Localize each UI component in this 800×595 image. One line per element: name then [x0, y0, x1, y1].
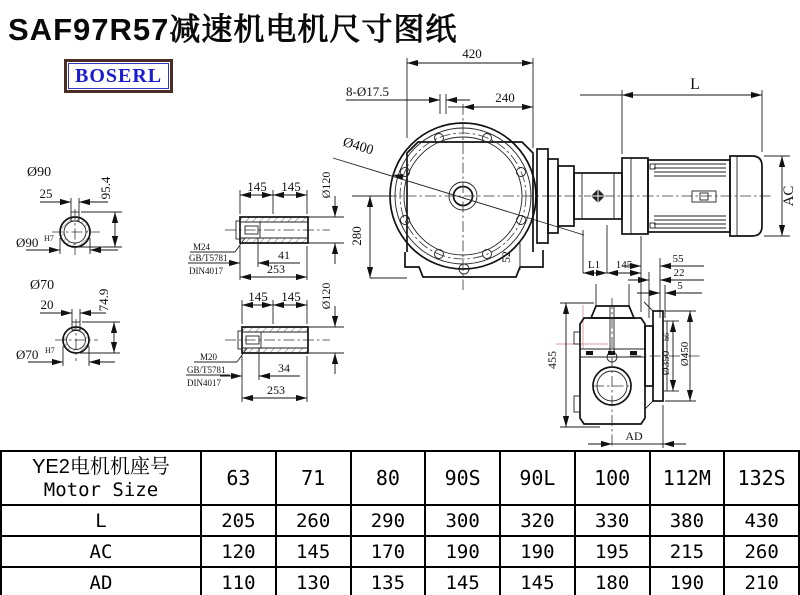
table-cell: 320 [500, 505, 575, 536]
table-cell: 300 [425, 505, 500, 536]
table-cell: 180 [575, 567, 650, 595]
table-cell: 260 [724, 536, 799, 567]
dim-section-b-label: Ø70 [30, 278, 55, 293]
table-cell: 135 [351, 567, 426, 595]
motor-size-col: 63 [201, 451, 276, 505]
dim-front-width: 420 [462, 46, 482, 61]
table-cell: 190 [650, 567, 725, 595]
dim-output-ad: AD [625, 429, 643, 443]
motor-size-col: 71 [276, 451, 351, 505]
dim-shaft-b-l1: 145 [248, 289, 268, 304]
row-label: AD [1, 567, 201, 595]
table-cell: 260 [276, 505, 351, 536]
view-hollow-shaft-a [188, 172, 344, 280]
dim-shaft-a-screw: 41 [278, 248, 290, 262]
table-row [1, 505, 799, 536]
dim-shaft-a-od: Ø120 [319, 171, 333, 199]
motor-size-col: 132S [724, 451, 799, 505]
page-title: SAF97R57减速机电机尺寸图纸 [8, 12, 458, 47]
table-header-cell [1, 451, 201, 505]
table-cell: 380 [650, 505, 725, 536]
dim-output-l1: L1 [587, 259, 601, 271]
dim-front-foot: 52 [499, 251, 513, 263]
dim-output-height: 455 [545, 351, 559, 369]
dim-motor-height: AC [781, 185, 797, 207]
view-front [333, 46, 584, 290]
row-label: AC [1, 536, 201, 567]
row-label: L [1, 505, 201, 536]
table-cell: 120 [201, 536, 276, 567]
dim-bore-a: Ø90 [16, 235, 39, 250]
view-bore-section-b [16, 278, 120, 366]
dim-shaft-b-od: Ø120 [319, 282, 333, 310]
table-header-en: Motor Size [43, 479, 159, 501]
table-cell: 145 [500, 567, 575, 595]
dim-shaft-a-total: 253 [267, 262, 285, 276]
dim-output-spigot: Ø350 [660, 350, 672, 376]
table-row [1, 451, 799, 505]
motor-dimension-table [0, 450, 800, 595]
dim-front-holes: 8-Ø17.5 [346, 84, 389, 99]
dim-keyway-a: 25 [39, 186, 53, 201]
table-cell: 190 [425, 536, 500, 567]
dim-motor-length: L [690, 76, 700, 93]
table-cell: 110 [201, 567, 276, 595]
table-cell: 145 [425, 567, 500, 595]
dim-shaft-b-l2: 145 [281, 289, 301, 304]
dim-height-a: 95.4 [98, 176, 113, 200]
table-cell: 145 [276, 536, 351, 567]
dim-height-b: 74.9 [96, 288, 111, 312]
dim-280-group [349, 196, 406, 278]
table-cell: 290 [351, 505, 426, 536]
dim-output-s2: 22 [673, 267, 685, 279]
table-cell: 430 [724, 505, 799, 536]
view-side-assembly [537, 76, 797, 243]
motor-size-col: 80 [351, 451, 426, 505]
dim-bore-b: Ø70 [16, 347, 39, 362]
dim-output-s1: 55 [672, 253, 684, 265]
dim-shaft-b-total: 253 [267, 383, 285, 397]
dim-section-a-label: Ø90 [27, 165, 52, 180]
dim-shaft-a-l2: 145 [281, 179, 301, 194]
dim-front-height: 280 [349, 226, 364, 246]
table-header-cn: YE2电机机座号 [32, 456, 170, 478]
label-shaft-a-std2: DIN4017 [189, 266, 223, 276]
dim-keyway-b: 20 [40, 297, 54, 312]
dim-output-len: 145 [615, 259, 633, 271]
dim-bore-b-tol: H7 [45, 346, 55, 355]
brand-logo-text: BOSERL [68, 63, 169, 89]
table-row [1, 567, 799, 595]
label-shaft-a-thread: M24 [193, 242, 211, 252]
table-cell: 190 [500, 536, 575, 567]
dim-front-od: Ø400 [340, 134, 376, 159]
motor-size-col: 100 [575, 451, 650, 505]
table-cell: 170 [351, 536, 426, 567]
motor-size-col: 112M [650, 451, 725, 505]
table-cell: 205 [201, 505, 276, 536]
table-cell: 130 [276, 567, 351, 595]
table-cell: 195 [575, 536, 650, 567]
view-bore-section-a [16, 165, 122, 255]
table-cell: 210 [724, 567, 799, 595]
label-shaft-a-std1: GB/T5781 [189, 253, 228, 263]
dim-front-halfwidth: 240 [495, 90, 515, 105]
motor-size-col: 90L [500, 451, 575, 505]
label-shaft-b-thread: M20 [200, 352, 218, 362]
label-shaft-b-std1: GB/T5781 [187, 365, 226, 375]
view-output-flange [545, 225, 704, 448]
dim-output-spigot-tol: h6 [662, 333, 671, 341]
table-row [1, 536, 799, 567]
table-cell: 330 [575, 505, 650, 536]
dim-output-flange: Ø450 [679, 341, 691, 367]
dim-shaft-a-l1: 145 [247, 179, 267, 194]
dim-bore-a-tol: H7 [44, 234, 54, 243]
label-shaft-b-std2: DIN4017 [187, 378, 221, 388]
view-hollow-shaft-b [186, 283, 344, 402]
dim-output-s3: 5 [677, 280, 683, 292]
table-cell: 215 [650, 536, 725, 567]
dim-shaft-b-screw: 34 [278, 361, 290, 375]
motor-size-col: 90S [425, 451, 500, 505]
